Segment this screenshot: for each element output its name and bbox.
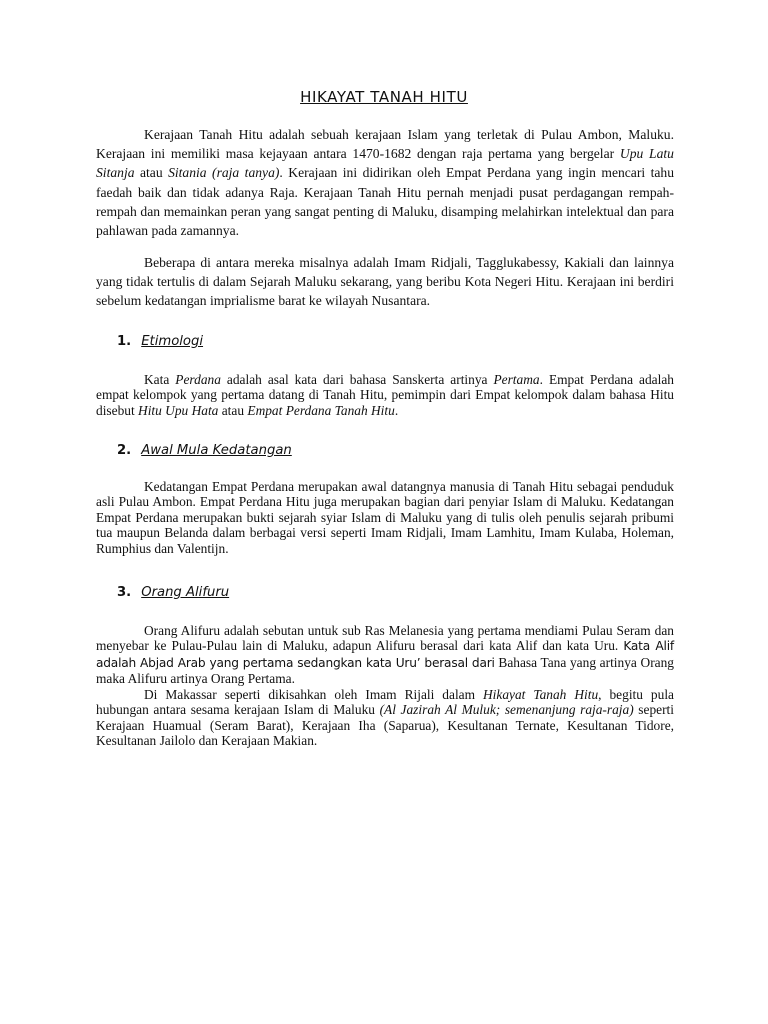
italic-run: Sitania (raja tanya) [168, 165, 280, 181]
section-number: 3. [117, 585, 132, 600]
section-number: 1. [117, 334, 132, 349]
italic-run: Hitu Upu Hata [138, 402, 219, 418]
section-number: 2. [117, 443, 132, 458]
text-run: Orang Alifuru adalah sebutan untuk sub Ras Melanesia yang pertama mendiami Pulau Seram dan menyebar ke Pulau-Pulau lain di Maluku, adapun Alifuru berasal dari kata Alif dan kata Uru. [96, 623, 674, 654]
italic-run: Upu Latu Sitanja [96, 146, 674, 181]
alifuru-paragraph-2 [96, 687, 674, 749]
text-run: . [394, 402, 399, 418]
section-title: Orang Alifuru [141, 585, 230, 600]
awal-mula-paragraph [96, 479, 674, 556]
text-run: Kerajaan Tanah Hitu adalah sebuah kerajaan Islam yang terletak di Pulau Ambon, Maluku. Kerajaan ini memiliki masa kejayaan antara 1470-1682 dengan raja pertama yang bergelar [96, 127, 674, 162]
etimologi-paragraph [96, 372, 674, 418]
italic-run: (Al Jazirah Al Muluk; semenanjung raja-raja) [379, 702, 634, 718]
italic-run: Empat Perdana Tanah Hitu [247, 402, 395, 418]
sans-text-run: Kata Alif adalah Abjad Arab yang pertama sedangkan kata Uru’ berasal dari [96, 639, 674, 670]
text-run: Kata [144, 372, 176, 387]
section-heading-awal-mula [117, 443, 292, 458]
text-run: adalah asal kata dari bahasa Sanskerta artinya [220, 372, 494, 387]
section-heading-orang-alifuru [117, 585, 229, 600]
text-run: Di Makassar seperti dikisahkan oleh Imam Rijali dalam [144, 687, 483, 702]
text-run: seperti Kerajaan Huamual (Seram Barat), Kerajaan Iha (Saparua), Kesultanan Ternate, Kesultanan Tidore, Kesultanan Jailolo dan Kerajaan Makian. [96, 702, 674, 749]
text-run: . Empat Perdana adalah empat kelompok yang pertama datang di Tanah Hitu, pemimpin dari Empat kelompok dalam bahasa Hitu disebut [96, 372, 674, 418]
text-run: atau [134, 165, 169, 181]
text-run: Kedatangan Empat Perdana merupakan awal datangnya manusia di Tanah Hitu sebagai penduduk asli Pulau Ambon. Empat Perdana Hitu juga merupakan bagian dari penyiar Islam di Maluku. Kedatangan Empat Perdana merupakan bukti sejarah syiar Islam di Maluku yang di tulis oleh penulis sejarah pribumi tua maupun Belanda dalam berbagai versi seperti Imam Ridjali, Imam Lamhitu, Imam Kulaba, Holeman, Rumphius dan Valentijn. [96, 479, 674, 556]
intro-paragraph-1 [96, 125, 674, 240]
text-run: . Kerajaan ini didirikan oleh Empat Perdana yang ingin mencari tahu faedah baik dan tidak adanya Raja. Kerajaan Tanah Hitu pernah menjadi pusat perdagangan rempah-rempah dan memainkan peran yang sangat penting di Maluku, disamping melahirkan intelektual dan para pahlawan pada zamannya. [96, 165, 674, 239]
section-heading-etimologi [117, 334, 203, 349]
intro-paragraph-2 [96, 253, 674, 311]
text-run: Bahasa Tana yang artinya Orang maka Alifuru artinya Orang Pertama. [96, 654, 674, 687]
text-run: Beberapa di antara mereka misalnya adalah Imam Ridjali, Tagglukabessy, Kakiali dan lainnya yang tidak tertulis di dalam Sejarah Maluku sekarang, yang beribu Kota Negeri Hitu. Kerajaan ini berdiri sebelum kedatangan imprialisme barat ke wilayah Nusantara. [96, 255, 674, 309]
italic-run: Perdana [175, 372, 221, 387]
text-run: atau [218, 402, 248, 418]
italic-run: Hikayat Tanah Hitu [483, 687, 599, 702]
text-run: , begitu pula hubungan antara sesama kerajaan Islam di Maluku [96, 687, 674, 718]
italic-run: Pertama [493, 372, 540, 387]
document-title: HIKAYAT TANAH HITU [300, 88, 468, 106]
section-title: Etimologi [141, 334, 204, 349]
section-title: Awal Mula Kedatangan [141, 443, 292, 458]
alifuru-paragraph-1 [96, 623, 674, 687]
